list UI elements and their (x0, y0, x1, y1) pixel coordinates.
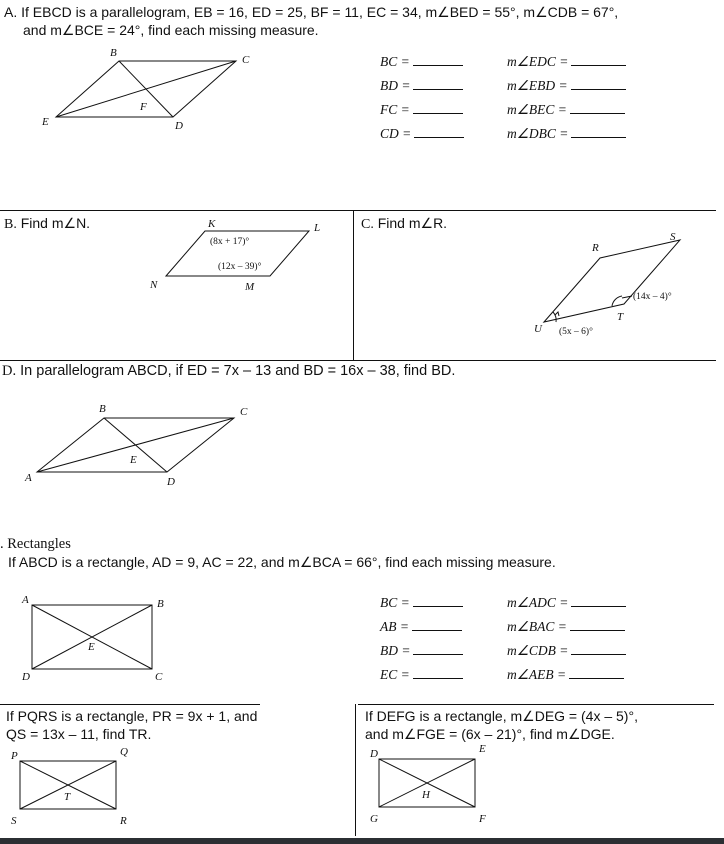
part-c-label-u: U (534, 323, 542, 335)
answer-label: BC = (380, 595, 410, 610)
answer-label: m∠CDB = (507, 643, 569, 658)
rectangles-prompt: If ABCD is a rectangle, AD = 9, AC = 22, and m∠BCA = 66°, find each missing measure. (8, 554, 556, 570)
part-b-marker: B. (4, 217, 17, 232)
defg-label-f: F (479, 813, 486, 825)
defg-line2: and m∠FGE = (6x – 21)°, find m∠DGE. (365, 726, 615, 742)
rectangles-heading-text: Rectangles (7, 536, 71, 552)
defg-label-e: E (479, 743, 486, 755)
answer-label: m∠BAC = (507, 619, 567, 634)
pqrs-line2: QS = 13x – 11, find TR. (6, 726, 152, 742)
defg-line1: If DEFG is a rectangle, m∠DEG = (4x – 5)°, (365, 708, 638, 724)
part-c-angle-t: (14x – 4)° (633, 292, 672, 302)
part-d-marker: D. (2, 363, 17, 379)
rectangles-marker: . (0, 536, 4, 552)
part-b-angle-k: (8x + 17)° (210, 237, 250, 247)
part-c-label-r: R (592, 242, 599, 254)
part-c-label-t: T (617, 311, 624, 323)
answer-label: m∠EBD = (507, 78, 568, 93)
answer-label: BD = (380, 643, 411, 658)
defg-label-g: G (370, 813, 378, 825)
answer-label: m∠ADC = (507, 595, 569, 610)
rectangles-label-d: D (22, 671, 30, 683)
part-b-label-l: L (314, 222, 321, 234)
answer-label: AB = (380, 619, 409, 634)
answer-label: m∠BEC = (507, 102, 567, 117)
part-b-label-n: N (150, 279, 158, 291)
part-a-label-c: C (242, 54, 250, 66)
defg-label-h: H (422, 789, 430, 801)
answer-label: BC = (380, 54, 410, 69)
part-a-label-d: D (175, 120, 183, 132)
part-a-label-f: F (140, 101, 147, 113)
pqrs-label-p: P (11, 750, 18, 762)
rectangles-label-e: E (88, 641, 95, 653)
answer-label: BD = (380, 78, 411, 93)
part-d-label-e: E (130, 454, 137, 466)
part-b-angle-m: (12x – 39)° (218, 262, 262, 272)
pqrs-label-t: T (64, 791, 71, 803)
part-a-label-e: E (42, 116, 49, 128)
answer-label: m∠DBC = (507, 126, 569, 141)
part-d-text: In parallelogram ABCD, if ED = 7x – 13 and BD = 16x – 38, find BD. (20, 363, 456, 379)
part-a-label-b: B (110, 47, 117, 59)
answer-label: CD = (380, 126, 412, 141)
answer-label: FC = (380, 102, 410, 117)
part-a-line1: If EBCD is a parallelogram, EB = 16, ED = 25, BF = 11, EC = 34, m∠BED = 55°, m∠CDB = 67°, (21, 4, 619, 20)
pqrs-label-r: R (120, 815, 127, 827)
defg-label-d: D (370, 748, 378, 760)
pqrs-label-s: S (11, 815, 17, 827)
part-b-text: Find m∠N. (20, 215, 91, 231)
pqrs-label-q: Q (120, 746, 128, 758)
part-c-marker: C. (361, 217, 374, 232)
rectangles-label-a: A (22, 594, 29, 606)
part-b-label-m: M (245, 281, 255, 293)
part-d-label-a: A (25, 472, 32, 484)
rectangles-label-b: B (157, 598, 164, 610)
part-d-label-c: C (240, 406, 248, 418)
part-d-label-b: B (99, 403, 106, 415)
part-d-label-d: D (167, 476, 175, 488)
part-b-label-k: K (208, 218, 216, 230)
part-a-marker: A. (4, 4, 18, 20)
part-c-label-s: S (670, 231, 676, 243)
answer-label: m∠EDC = (507, 54, 569, 69)
part-a-line2: and m∠BCE = 24°, find each missing measure. (23, 22, 319, 38)
answer-label: m∠AEB = (507, 667, 567, 682)
rectangles-label-c: C (155, 671, 163, 683)
part-c-angle-u: (5x – 6)° (559, 327, 593, 337)
answer-label: EC = (380, 667, 410, 682)
pqrs-line1: If PQRS is a rectangle, PR = 9x + 1, and (6, 708, 258, 724)
part-c-text: Find m∠R. (377, 215, 448, 231)
